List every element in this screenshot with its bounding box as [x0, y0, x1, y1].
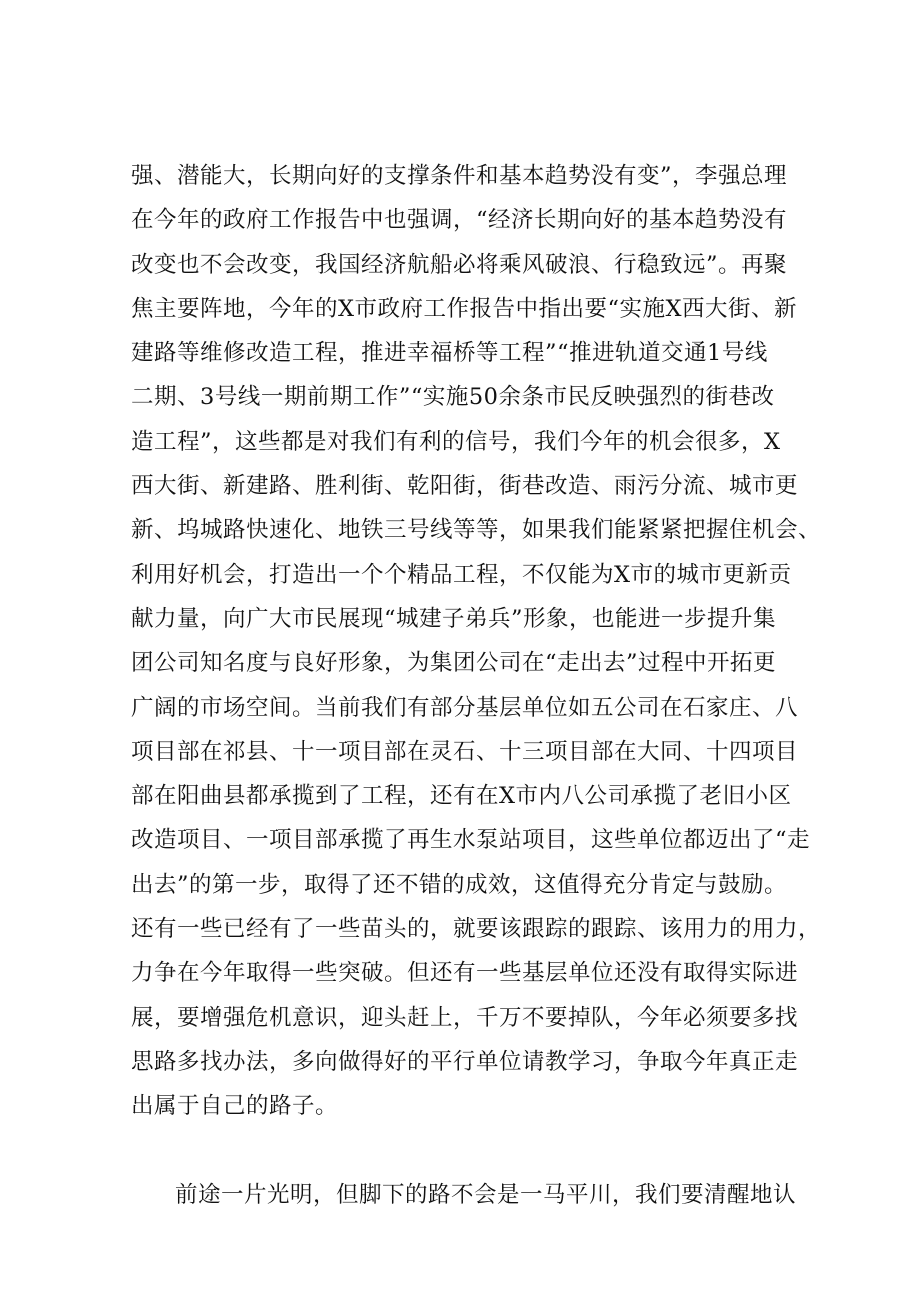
text-line: 利用好机会，打造出一个个精品工程，不仅能为X市的城市更新贡	[131, 561, 792, 588]
text-line: 改造项目、一项目部承揽了再生水泵站项目，这些单位都迈出了“走	[131, 827, 811, 854]
text-line: 项目部在祁县、十一项目部在灵石、十三项目部在大同、十四项目	[131, 738, 799, 765]
text-line: 团公司知名度与良好形象，为集团公司在“走出去”过程中开拓更	[131, 650, 777, 677]
paragraph-1	[131, 154, 822, 1129]
text-line: 改变也不会改变，我国经济航船必将乘风破浪、行稳致远”。再聚	[131, 251, 788, 278]
text-line: 西大街、新建路、胜利街、乾阳街，街巷改造、雨污分流、城市更	[131, 473, 799, 500]
text-line: 新、坞城路快速化、地铁三号线等等，如果我们能紧紧把握住机会、	[131, 517, 822, 544]
text-line: 建路等维修改造工程，推进幸福桥等工程”“推进轨道交通1号线	[131, 340, 768, 367]
text-line: 部在阳曲县都承揽到了工程，还有在X市内八公司承揽了老旧小区	[131, 783, 792, 810]
text-line: 焦主要阵地，今年的X市政府工作报告中指出要“实施X西大街、新	[131, 295, 798, 322]
text-line: 广阔的市场空间。当前我们有部分基层单位如五公司在石家庄、八	[131, 694, 799, 721]
text-line: 造工程”，这些都是对我们有利的信号，我们今年的机会很多，X	[131, 428, 781, 455]
paragraph-spacer	[131, 1129, 811, 1173]
text-line: 在今年的政府工作报告中也强调，“经济长期向好的基本趋势没有	[131, 207, 788, 234]
paragraph-2	[131, 1173, 811, 1217]
text-line: 强、潜能大，长期向好的支撑条件和基本趋势没有变”，李强总理	[131, 163, 788, 189]
text-line: 出属于自己的路子。	[131, 1093, 339, 1120]
text-line: 展，要增强危机意识，迎头赶上，千万不要掉队，今年必须要多找	[131, 1004, 799, 1031]
text-line: 思路多找办法，多向做得好的平行单位请教学习，争取今年真正走	[131, 1048, 799, 1075]
document-body	[131, 154, 822, 1217]
text-line: 力争在今年取得一些突破。但还有一些基层单位还没有取得实际进	[131, 960, 799, 987]
text-line: 前途一片光明，但脚下的路不会是一马平川，我们要清醒地认	[175, 1181, 797, 1208]
text-line: 出去”的第一步，取得了还不错的成效，这值得充分肯定与鼓励。	[131, 871, 788, 898]
text-line: 还有一些已经有了一些苗头的，就要该跟踪的跟踪、该用力的用力，	[131, 916, 822, 943]
text-line: 献力量，向广大市民展现“城建子弟兵”形象，也能进一步提升集	[131, 605, 777, 632]
text-line: 二期、3号线一期前期工作”“实施50余条市民反映强烈的街巷改	[131, 384, 775, 411]
